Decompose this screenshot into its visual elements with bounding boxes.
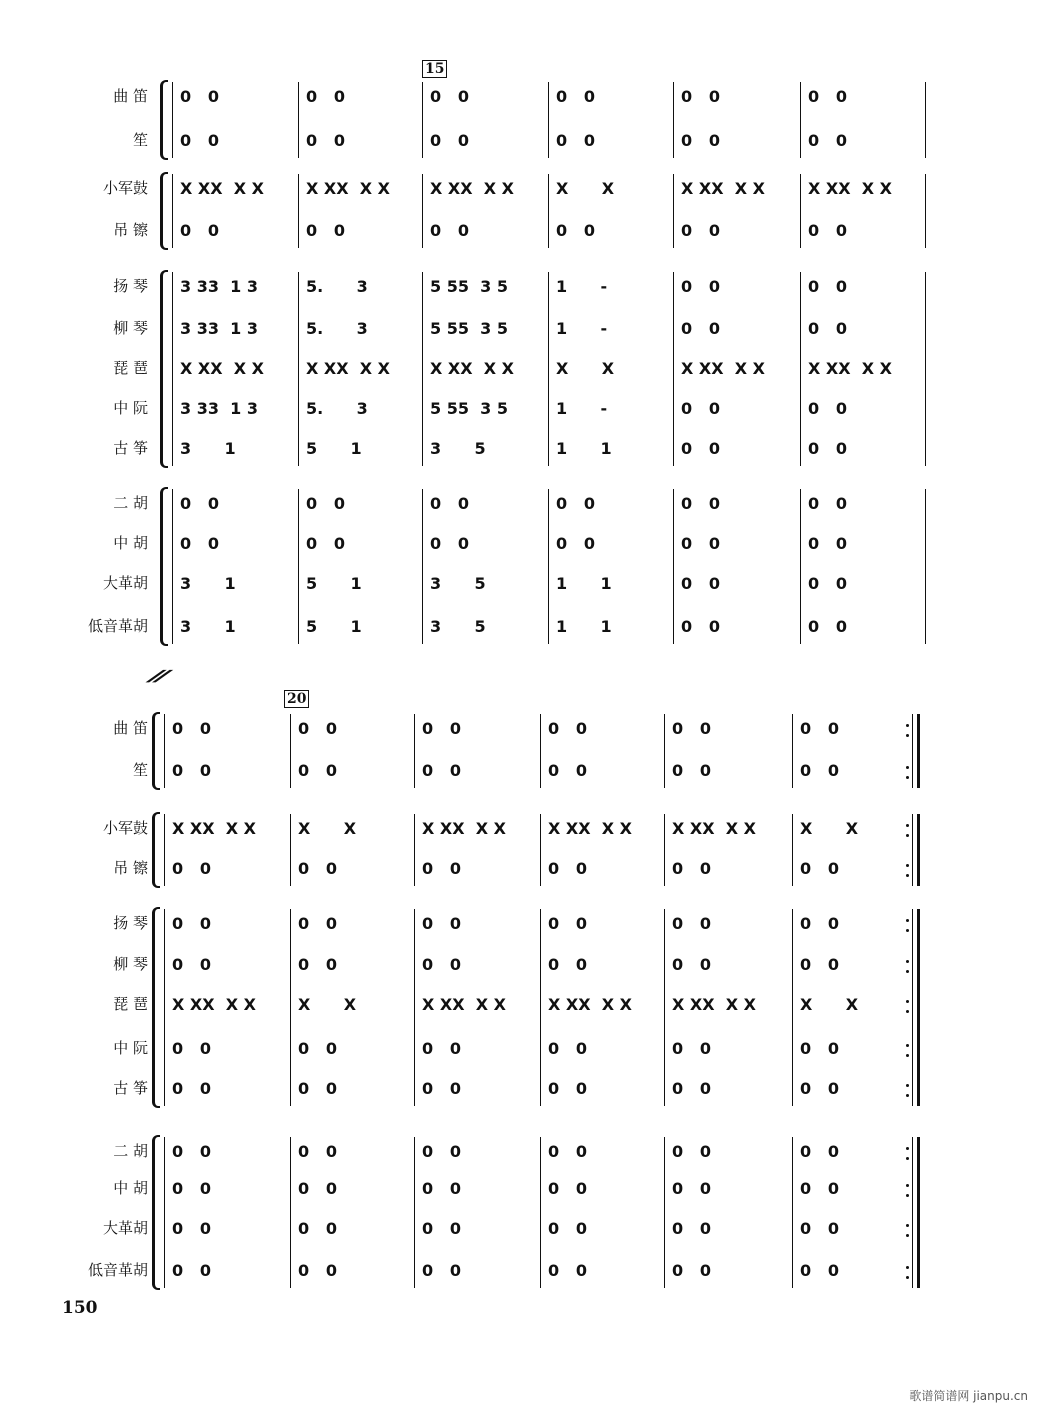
measure-notes: 0 0 bbox=[681, 534, 720, 553]
measure-notes: 0 0 bbox=[298, 761, 337, 780]
measure-notes: 0 0 bbox=[298, 955, 337, 974]
barline bbox=[673, 272, 674, 466]
barline bbox=[290, 909, 291, 1106]
measure-notes: 0 0 bbox=[808, 277, 847, 296]
measure-notes: X XX X X bbox=[172, 819, 256, 838]
instrument-label: 曲 笛 bbox=[113, 87, 148, 105]
measure-notes: 5 1 bbox=[306, 574, 362, 593]
measure-notes: 0 0 bbox=[800, 955, 839, 974]
measure-notes: 0 0 bbox=[672, 1079, 711, 1098]
barline bbox=[664, 814, 665, 886]
measure-notes: X XX X X bbox=[430, 359, 514, 378]
measure-notes: X XX X X bbox=[808, 179, 892, 198]
measure-notes: X XX X X bbox=[180, 179, 264, 198]
barline bbox=[800, 489, 801, 644]
measure-notes: 0 0 bbox=[681, 399, 720, 418]
measure-notes: 0 0 bbox=[800, 914, 839, 933]
instrument-label: 古 筝 bbox=[113, 1079, 148, 1097]
measure-notes: 0 0 bbox=[422, 1261, 461, 1280]
instrument-label: 小军鼓 bbox=[102, 819, 148, 837]
measure-notes: 0 0 bbox=[672, 719, 711, 738]
measure-notes: 0 0 bbox=[672, 1179, 711, 1198]
barline bbox=[540, 1137, 541, 1288]
measure-notes: X XX X X bbox=[422, 995, 506, 1014]
instrument-label: 笙 bbox=[132, 761, 148, 779]
barline bbox=[422, 174, 423, 248]
measure-notes: 0 0 bbox=[548, 859, 587, 878]
measure-notes: 0 0 bbox=[681, 617, 720, 636]
instrument-label: 吊 镲 bbox=[113, 221, 148, 239]
measure-notes: 0 0 bbox=[548, 1039, 587, 1058]
measure-notes: X XX X X bbox=[672, 819, 756, 838]
measure-notes: 0 0 bbox=[808, 574, 847, 593]
barline bbox=[414, 909, 415, 1106]
barline bbox=[548, 82, 549, 158]
measure-notes: 0 0 bbox=[808, 221, 847, 240]
measure-notes: X XX X X bbox=[548, 819, 632, 838]
barline bbox=[414, 1137, 415, 1288]
barline bbox=[422, 82, 423, 158]
measure-notes: X X bbox=[800, 819, 859, 838]
instrument-label: 柳 琴 bbox=[113, 319, 148, 337]
page-number: 150 bbox=[62, 1298, 98, 1318]
measure-notes: 0 0 bbox=[800, 1219, 839, 1238]
measure-notes: 0 0 bbox=[548, 1179, 587, 1198]
measure-notes: X XX X X bbox=[672, 995, 756, 1014]
measure-notes: 0 0 bbox=[298, 859, 337, 878]
measure-notes: 0 0 bbox=[422, 955, 461, 974]
measure-notes: 0 0 bbox=[430, 221, 469, 240]
barline bbox=[164, 1137, 165, 1288]
measure-notes: 0 0 bbox=[800, 1142, 839, 1161]
end-barline bbox=[912, 909, 913, 1106]
instrument-label: 吊 镲 bbox=[113, 859, 148, 877]
barline bbox=[548, 489, 549, 644]
measure-notes: 0 0 bbox=[298, 1219, 337, 1238]
measure-notes: 0 0 bbox=[172, 1142, 211, 1161]
measure-notes: 0 0 bbox=[172, 1261, 211, 1280]
barline bbox=[540, 909, 541, 1106]
measure-notes: 0 0 bbox=[556, 87, 595, 106]
measure-notes: 0 0 bbox=[422, 1179, 461, 1198]
barline bbox=[664, 714, 665, 788]
instrument-label: 笙 bbox=[132, 131, 148, 149]
rehearsal-mark: 15 bbox=[422, 60, 447, 78]
final-barline bbox=[917, 1137, 920, 1288]
measure-notes: 5 1 bbox=[306, 617, 362, 636]
group-bracket bbox=[152, 812, 160, 888]
barline bbox=[800, 272, 801, 466]
measure-notes: 3 5 bbox=[430, 617, 486, 636]
measure-notes: 0 0 bbox=[672, 955, 711, 974]
measure-notes: 0 0 bbox=[180, 131, 219, 150]
instrument-label: 琵 琶 bbox=[113, 995, 148, 1013]
measure-notes: 3 5 bbox=[430, 439, 486, 458]
barline bbox=[172, 82, 173, 158]
measure-notes: 0 0 bbox=[800, 1079, 839, 1098]
measure-notes: 0 0 bbox=[800, 1039, 839, 1058]
group-bracket bbox=[152, 907, 160, 1108]
measure-notes: 5 1 bbox=[306, 439, 362, 458]
measure-notes: 0 0 bbox=[172, 1079, 211, 1098]
barline bbox=[414, 714, 415, 788]
measure-notes: 0 0 bbox=[180, 534, 219, 553]
measure-notes: X XX X X bbox=[306, 359, 390, 378]
barline bbox=[422, 272, 423, 466]
measure-notes: 0 0 bbox=[556, 534, 595, 553]
measure-notes: 3 33 1 3 bbox=[180, 399, 258, 418]
group-bracket bbox=[160, 172, 168, 250]
barline bbox=[290, 814, 291, 886]
instrument-label: 低音革胡 bbox=[87, 617, 148, 635]
end-barline bbox=[925, 174, 926, 248]
rehearsal-mark: 20 bbox=[284, 690, 309, 708]
group-bracket bbox=[152, 1135, 160, 1290]
measure-notes: 0 0 bbox=[548, 1219, 587, 1238]
measure-notes: 1 1 bbox=[556, 439, 612, 458]
barline bbox=[673, 82, 674, 158]
instrument-label: 扬 琴 bbox=[113, 914, 148, 932]
measure-notes: 0 0 bbox=[800, 719, 839, 738]
measure-notes: 0 0 bbox=[298, 1142, 337, 1161]
barline bbox=[792, 1137, 793, 1288]
measure-notes: 5 55 3 5 bbox=[430, 277, 508, 296]
group-bracket bbox=[152, 712, 160, 790]
measure-notes: 0 0 bbox=[548, 1142, 587, 1161]
barline bbox=[422, 489, 423, 644]
measure-notes: 0 0 bbox=[548, 1079, 587, 1098]
measure-notes: 0 0 bbox=[808, 494, 847, 513]
measure-notes: 0 0 bbox=[422, 1039, 461, 1058]
measure-notes: 0 0 bbox=[808, 439, 847, 458]
measure-notes: 0 0 bbox=[180, 221, 219, 240]
barline bbox=[540, 814, 541, 886]
barline bbox=[172, 272, 173, 466]
instrument-label: 大革胡 bbox=[102, 574, 148, 592]
barline bbox=[172, 489, 173, 644]
measure-notes: 0 0 bbox=[306, 221, 345, 240]
end-barline bbox=[925, 489, 926, 644]
barline bbox=[164, 714, 165, 788]
measure-notes: 0 0 bbox=[430, 494, 469, 513]
measure-notes: 0 0 bbox=[556, 221, 595, 240]
measure-notes: X X bbox=[556, 359, 615, 378]
barline bbox=[548, 174, 549, 248]
measure-notes: 0 0 bbox=[681, 221, 720, 240]
measure-notes: 0 0 bbox=[548, 955, 587, 974]
measure-notes: 0 0 bbox=[298, 1261, 337, 1280]
measure-notes: 1 1 bbox=[556, 617, 612, 636]
measure-notes: 0 0 bbox=[681, 574, 720, 593]
measure-notes: 0 0 bbox=[548, 914, 587, 933]
measure-notes: 0 0 bbox=[306, 494, 345, 513]
final-barline bbox=[917, 714, 920, 788]
barline bbox=[792, 909, 793, 1106]
measure-notes: 0 0 bbox=[556, 494, 595, 513]
measure-notes: 0 0 bbox=[172, 1219, 211, 1238]
measure-notes: X XX X X bbox=[430, 179, 514, 198]
measure-notes: 3 1 bbox=[180, 439, 236, 458]
measure-notes: 0 0 bbox=[306, 534, 345, 553]
barline bbox=[414, 814, 415, 886]
barline bbox=[298, 174, 299, 248]
measure-notes: 0 0 bbox=[808, 534, 847, 553]
measure-notes: X XX X X bbox=[172, 995, 256, 1014]
measure-notes: 5. 3 bbox=[306, 319, 368, 338]
measure-notes: 5. 3 bbox=[306, 277, 368, 296]
measure-notes: 0 0 bbox=[672, 1219, 711, 1238]
instrument-label: 二 胡 bbox=[113, 494, 148, 512]
measure-notes: 0 0 bbox=[548, 719, 587, 738]
measure-notes: 0 0 bbox=[672, 761, 711, 780]
measure-notes: 3 33 1 3 bbox=[180, 277, 258, 296]
final-barline bbox=[917, 909, 920, 1106]
measure-notes: 0 0 bbox=[681, 319, 720, 338]
barline bbox=[800, 174, 801, 248]
measure-notes: 3 5 bbox=[430, 574, 486, 593]
measure-notes: X XX X X bbox=[306, 179, 390, 198]
end-barline bbox=[912, 714, 913, 788]
barline bbox=[792, 714, 793, 788]
measure-notes: 0 0 bbox=[306, 131, 345, 150]
measure-notes: 0 0 bbox=[800, 1179, 839, 1198]
measure-notes: 0 0 bbox=[298, 719, 337, 738]
measure-notes: 0 0 bbox=[800, 859, 839, 878]
measure-notes: 0 0 bbox=[422, 859, 461, 878]
measure-notes: 0 0 bbox=[548, 761, 587, 780]
measure-notes: 0 0 bbox=[808, 319, 847, 338]
instrument-label: 中 胡 bbox=[113, 1179, 148, 1197]
final-barline bbox=[917, 814, 920, 886]
instrument-label: 中 阮 bbox=[113, 399, 148, 417]
measure-notes: 0 0 bbox=[422, 1079, 461, 1098]
instrument-label: 中 胡 bbox=[113, 534, 148, 552]
measure-notes: 1 - bbox=[556, 277, 608, 296]
instrument-label: 低音革胡 bbox=[87, 1261, 148, 1279]
measure-notes: 0 0 bbox=[672, 1039, 711, 1058]
measure-notes: 5 55 3 5 bbox=[430, 319, 508, 338]
measure-notes: 0 0 bbox=[808, 399, 847, 418]
instrument-label: 小军鼓 bbox=[102, 179, 148, 197]
measure-notes: 0 0 bbox=[800, 1261, 839, 1280]
measure-notes: 0 0 bbox=[172, 859, 211, 878]
group-bracket bbox=[160, 80, 168, 160]
measure-notes: 0 0 bbox=[808, 617, 847, 636]
measure-notes: X XX X X bbox=[681, 359, 765, 378]
measure-notes: 0 0 bbox=[430, 534, 469, 553]
barline bbox=[673, 174, 674, 248]
measure-notes: 0 0 bbox=[172, 1039, 211, 1058]
measure-notes: 3 1 bbox=[180, 574, 236, 593]
measure-notes: 1 1 bbox=[556, 574, 612, 593]
system-break-mark: // bbox=[143, 667, 170, 685]
instrument-label: 曲 笛 bbox=[113, 719, 148, 737]
barline bbox=[548, 272, 549, 466]
barline bbox=[664, 1137, 665, 1288]
instrument-label: 琵 琶 bbox=[113, 359, 148, 377]
instrument-label: 扬 琴 bbox=[113, 277, 148, 295]
measure-notes: 0 0 bbox=[298, 1179, 337, 1198]
measure-notes: 0 0 bbox=[548, 1261, 587, 1280]
measure-notes: 0 0 bbox=[672, 1142, 711, 1161]
instrument-label: 大革胡 bbox=[102, 1219, 148, 1237]
instrument-label: 柳 琴 bbox=[113, 955, 148, 973]
measure-notes: 0 0 bbox=[180, 494, 219, 513]
measure-notes: 0 0 bbox=[422, 761, 461, 780]
group-bracket bbox=[160, 270, 168, 468]
instrument-label: 二 胡 bbox=[113, 1142, 148, 1160]
measure-notes: X X bbox=[298, 819, 357, 838]
end-barline bbox=[912, 814, 913, 886]
measure-notes: X X bbox=[298, 995, 357, 1014]
end-barline bbox=[925, 82, 926, 158]
measure-notes: 5 55 3 5 bbox=[430, 399, 508, 418]
measure-notes: 0 0 bbox=[180, 87, 219, 106]
barline bbox=[164, 814, 165, 886]
measure-notes: 0 0 bbox=[681, 87, 720, 106]
barline bbox=[792, 814, 793, 886]
measure-notes: 0 0 bbox=[672, 859, 711, 878]
measure-notes: 0 0 bbox=[306, 87, 345, 106]
barline bbox=[673, 489, 674, 644]
measure-notes: 1 - bbox=[556, 319, 608, 338]
measure-notes: 0 0 bbox=[298, 1079, 337, 1098]
end-barline bbox=[912, 1137, 913, 1288]
measure-notes: X XX X X bbox=[808, 359, 892, 378]
measure-notes: X X bbox=[800, 995, 859, 1014]
measure-notes: 0 0 bbox=[808, 87, 847, 106]
barline bbox=[172, 174, 173, 248]
barline bbox=[164, 909, 165, 1106]
measure-notes: 3 33 1 3 bbox=[180, 319, 258, 338]
watermark: 歌谱简谱网 jianpu.cn bbox=[909, 1389, 1028, 1403]
measure-notes: X XX X X bbox=[422, 819, 506, 838]
barline bbox=[290, 1137, 291, 1288]
measure-notes: 5. 3 bbox=[306, 399, 368, 418]
measure-notes: 0 0 bbox=[556, 131, 595, 150]
measure-notes: X X bbox=[556, 179, 615, 198]
barline bbox=[664, 909, 665, 1106]
measure-notes: 0 0 bbox=[808, 131, 847, 150]
instrument-label: 古 筝 bbox=[113, 439, 148, 457]
measure-notes: 0 0 bbox=[430, 87, 469, 106]
measure-notes: X XX X X bbox=[180, 359, 264, 378]
measure-notes: 0 0 bbox=[681, 494, 720, 513]
measure-notes: 0 0 bbox=[172, 719, 211, 738]
end-barline bbox=[925, 272, 926, 466]
measure-notes: 0 0 bbox=[800, 761, 839, 780]
measure-notes: 0 0 bbox=[430, 131, 469, 150]
measure-notes: 0 0 bbox=[672, 1261, 711, 1280]
measure-notes: 0 0 bbox=[422, 1142, 461, 1161]
barline bbox=[290, 714, 291, 788]
measure-notes: 0 0 bbox=[172, 955, 211, 974]
measure-notes: X XX X X bbox=[681, 179, 765, 198]
measure-notes: 0 0 bbox=[172, 914, 211, 933]
barline bbox=[298, 272, 299, 466]
measure-notes: 0 0 bbox=[672, 914, 711, 933]
measure-notes: 3 1 bbox=[180, 617, 236, 636]
measure-notes: 0 0 bbox=[681, 131, 720, 150]
measure-notes: 1 - bbox=[556, 399, 608, 418]
measure-notes: 0 0 bbox=[172, 1179, 211, 1198]
measure-notes: X XX X X bbox=[548, 995, 632, 1014]
barline bbox=[800, 82, 801, 158]
measure-notes: 0 0 bbox=[422, 914, 461, 933]
measure-notes: 0 0 bbox=[422, 719, 461, 738]
instrument-label: 中 阮 bbox=[113, 1039, 148, 1057]
measure-notes: 0 0 bbox=[681, 277, 720, 296]
barline bbox=[298, 489, 299, 644]
group-bracket bbox=[160, 487, 168, 646]
measure-notes: 0 0 bbox=[172, 761, 211, 780]
barline bbox=[540, 714, 541, 788]
measure-notes: 0 0 bbox=[681, 439, 720, 458]
measure-notes: 0 0 bbox=[422, 1219, 461, 1238]
barline bbox=[298, 82, 299, 158]
measure-notes: 0 0 bbox=[298, 1039, 337, 1058]
measure-notes: 0 0 bbox=[298, 914, 337, 933]
